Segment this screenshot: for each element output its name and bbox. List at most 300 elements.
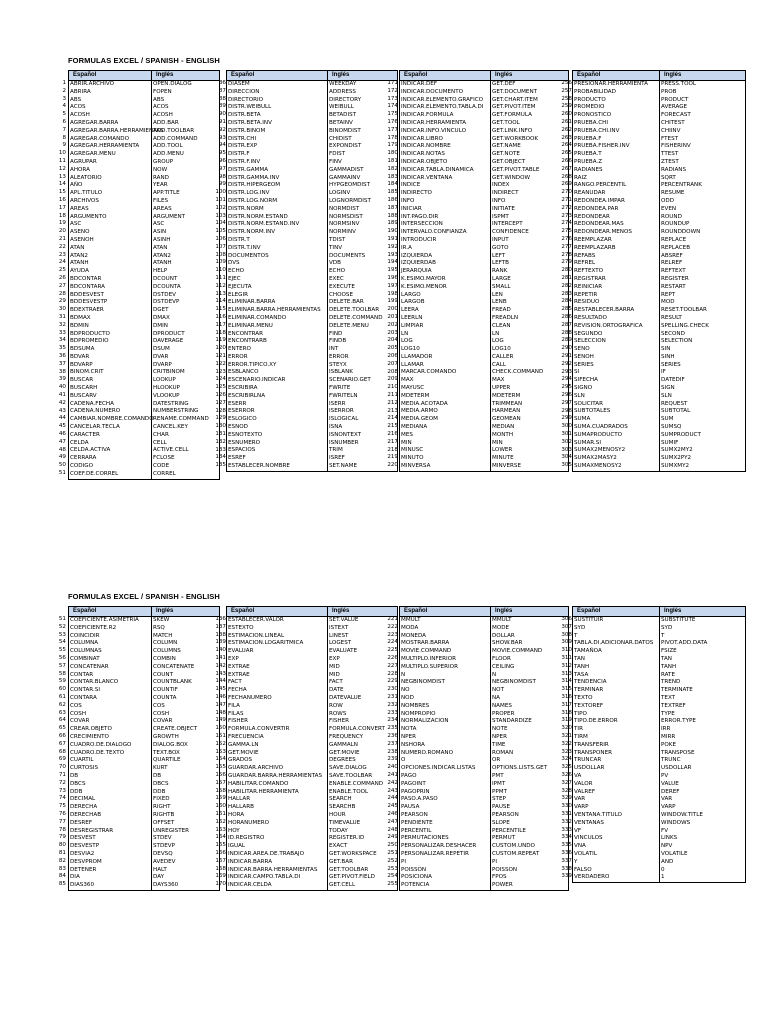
table-row (400, 81, 568, 89)
table-row (69, 323, 219, 331)
table-row (573, 424, 745, 432)
table-row (573, 625, 745, 633)
formula-english: NORMDIST (329, 205, 360, 212)
formula-english: DSTDEV (153, 291, 176, 298)
formula-spanish: DESVIA2 (70, 850, 95, 857)
table-row (573, 843, 745, 851)
header-english: Inglés (327, 71, 349, 80)
formula-english: MONTH (492, 431, 514, 438)
row-number: 268 (561, 173, 572, 180)
formula-spanish: SERIES (574, 361, 594, 368)
formula-english: GET.OBJECT (492, 158, 526, 165)
row-number: 39 (58, 376, 66, 383)
formula-english: ROUNDDOWN (661, 229, 701, 236)
table-row (69, 432, 219, 440)
formula-english: ATAN (153, 244, 168, 251)
formula-spanish: GRADOS (228, 757, 253, 764)
row-number: 282 (561, 282, 572, 289)
row-number: 234 (387, 717, 398, 724)
row-number: 274 (561, 220, 572, 227)
formula-english: SKEW (153, 617, 170, 623)
row-number: 191 (387, 236, 398, 242)
formula-english: FIXED (153, 796, 170, 803)
row-number: 320 (561, 725, 572, 732)
row-number: 135 (215, 462, 226, 469)
table-row (227, 633, 397, 641)
formula-spanish: ESNUMERO (228, 439, 261, 446)
formula-english: PEARSON (492, 811, 519, 818)
formula-spanish: DISTR.T (228, 236, 250, 243)
formula-spanish: CELDA.ACTIVA (70, 447, 111, 454)
formula-spanish: INDICAR.NOMBRE (401, 143, 451, 150)
table-row (69, 796, 219, 804)
formula-spanish: INDICAR.ELEMENTO.GRAFICO (401, 96, 484, 103)
formula-spanish: MINUTO (401, 455, 424, 462)
formula-spanish: REEMPLAZARB (574, 244, 616, 251)
formula-spanish: COVAR (70, 718, 90, 725)
formula-spanish: CERRARA (70, 455, 97, 462)
formula-spanish: DISTR.NORM (228, 205, 264, 212)
row-number: 198 (387, 290, 398, 297)
formula-english: NOTE (492, 726, 508, 733)
table-row (69, 136, 219, 144)
table-row (573, 346, 745, 354)
row-number: 104 (215, 220, 226, 227)
header-spanish: Español (577, 72, 601, 78)
formula-english: MOD (661, 299, 675, 306)
table-row (69, 393, 219, 401)
formula-spanish: PROMEDIO (574, 104, 605, 111)
header-spanish: Español (231, 72, 255, 78)
row-number: 319 (561, 717, 572, 724)
row-number: 312 (561, 662, 572, 669)
row-number: 102 (215, 204, 226, 211)
table-row (573, 851, 745, 859)
row-number: 131 (215, 431, 226, 437)
formula-spanish: ABS (70, 96, 82, 103)
formula-spanish: NUMERO.ROMANO (401, 749, 454, 756)
column-header (227, 606, 397, 617)
formula-english: SEARCHB (329, 804, 356, 811)
formula-spanish: REDONDEA.IMPAR (574, 197, 625, 204)
table-row (400, 828, 568, 836)
formula-english: 0 (661, 866, 665, 873)
formula-english: OPEN.DIALOG (153, 81, 192, 87)
formula-english: COUNTBLANK (153, 679, 192, 686)
formula-english: ADD.MENU (153, 151, 184, 158)
table-row (227, 859, 397, 867)
row-number: 158 (215, 787, 226, 794)
formula-spanish: DIASEM (228, 81, 250, 87)
formula-english: DELETE.COMMAND (329, 314, 383, 321)
row-number: 112 (215, 282, 226, 289)
row-number: 167 (215, 857, 226, 864)
formula-spanish: TERMINAR (574, 687, 604, 694)
row-number: 267 (561, 165, 572, 172)
formula-spanish: DIA (70, 874, 80, 881)
formula-english: GET.TOOL (492, 119, 520, 126)
formula-english: AVERAGE (661, 104, 688, 111)
row-number: 50 (58, 462, 66, 469)
table-row (69, 221, 219, 229)
formula-spanish: HABILITAR.COMANDO (228, 780, 289, 787)
formula-english: SLOPE (492, 819, 510, 826)
formula-english: NA (492, 694, 501, 701)
row-number: 316 (561, 694, 572, 700)
column-header (400, 606, 568, 617)
row-number: 139 (215, 639, 226, 646)
formula-english: FPOS (492, 874, 507, 881)
formula-english: NAMES (492, 702, 512, 709)
formula-spanish: BDMIN (70, 322, 89, 329)
formula-spanish: ERROR (228, 353, 248, 360)
table-row (573, 299, 745, 307)
formula-spanish: ESERR (228, 400, 247, 407)
formula-english: SUMPRODUCT (661, 431, 701, 438)
formula-english: GET.PIVOT.TABLE (492, 166, 540, 173)
formula-english: TEXT.BOX (153, 749, 180, 756)
formula-spanish: NPER (401, 733, 416, 740)
row-number: 339 (561, 873, 572, 880)
table-row (400, 750, 568, 758)
formula-english: SUBTOTAL (661, 408, 691, 415)
table-row (573, 292, 745, 300)
formula-english: GET.DOCUMENT (492, 88, 538, 95)
formula-english: PROB (661, 88, 677, 95)
row-number: 1 (62, 80, 66, 86)
row-number: 252 (387, 857, 398, 864)
formula-spanish: HORA (228, 811, 245, 818)
formula-spanish: Y (574, 858, 578, 865)
row-number: 284 (561, 298, 572, 305)
formula-english: ROUNDUP (661, 221, 690, 228)
row-number: 113 (215, 290, 226, 297)
row-number: 185 (387, 189, 398, 196)
formula-spanish: FORMULA.CONVERTIR (228, 726, 290, 733)
formula-spanish: MEDIA.GEOM (401, 416, 438, 423)
row-number: 146 (215, 694, 226, 700)
formula-spanish: VAR (574, 796, 586, 803)
table-row (400, 679, 568, 687)
row-number: 258 (561, 95, 572, 102)
table-row (400, 245, 568, 253)
row-number: 160 (215, 803, 226, 810)
formula-spanish: ESTEXTO (228, 624, 254, 631)
row-number: 33 (58, 329, 66, 336)
formula-english: TRANSPOSE (661, 749, 695, 756)
formula-spanish: EXP (228, 655, 239, 662)
column-header (573, 606, 745, 617)
formula-english: DBCS (153, 780, 169, 787)
row-number: 128 (215, 407, 226, 414)
formula-spanish: NORMALIZACION (401, 718, 449, 725)
formula-english: GROUP (153, 158, 174, 165)
formula-spanish: FACT (228, 679, 242, 686)
row-number: 224 (387, 639, 398, 646)
formula-spanish: DISTR.NORM.ESTAND.INV (228, 221, 300, 228)
table-row (69, 455, 219, 463)
row-number: 142 (215, 662, 226, 669)
formula-english: ROW (329, 702, 343, 709)
row-number: 203 (387, 329, 398, 336)
row-number: 308 (561, 631, 572, 638)
table-row (227, 354, 397, 362)
table-row (69, 773, 219, 781)
formula-english: ROMAN (492, 749, 514, 756)
row-number: 118 (215, 329, 226, 336)
table-row (573, 120, 745, 128)
row-number: 243 (387, 787, 398, 794)
table-row (69, 703, 219, 711)
formula-english: LINEST (329, 632, 349, 639)
table-row (400, 812, 568, 820)
formula-spanish: CUARTIL (70, 757, 94, 764)
table-row (227, 408, 397, 416)
formula-spanish: ESNOTEXTO (228, 431, 263, 438)
formula-spanish: SIGNO (574, 385, 593, 392)
table-row (69, 812, 219, 820)
formula-spanish: INDICAR.AREA.DE.TRABAJO (228, 850, 304, 857)
row-number: 246 (387, 811, 398, 817)
row-number: 326 (561, 772, 572, 778)
row-number: 134 (215, 454, 226, 461)
formula-spanish: PRUEBA.F (574, 135, 602, 142)
row-number: 123 (215, 368, 226, 375)
row-number: 161 (215, 811, 226, 817)
table-row (227, 835, 397, 843)
formula-english: HARMEAN (492, 408, 521, 415)
formula-english: DSUM (153, 346, 170, 353)
table-row (400, 695, 568, 703)
formula-spanish: PAGO (401, 772, 417, 779)
table-row (573, 260, 745, 268)
formula-english: HLOOKUP (153, 385, 180, 392)
formula-spanish: K.ESIMO.MAYOR (401, 275, 446, 282)
row-number: 27 (58, 282, 66, 289)
formula-spanish: INDICAR.BARRA (228, 858, 273, 865)
row-number: 270 (561, 189, 572, 196)
row-number: 55 (58, 647, 66, 654)
row-number: 194 (387, 259, 398, 266)
formula-spanish: PRUEBA.FISHER.INV (574, 143, 630, 150)
formula-spanish: COEFICIENTE.R2 (70, 624, 117, 631)
table-row (573, 416, 745, 424)
row-number: 313 (561, 670, 572, 677)
formula-spanish: NOTA (401, 726, 417, 733)
formula-english: CREATE.OBJECT (153, 726, 198, 733)
table-row (573, 338, 745, 346)
table-row (69, 198, 219, 206)
row-number: 103 (215, 212, 226, 219)
row-number: 245 (387, 803, 398, 810)
formula-english: RENAME.COMMAND (153, 416, 209, 423)
table-row (69, 843, 219, 851)
table-row (227, 253, 397, 261)
formula-english: REQUEST (661, 400, 688, 407)
table-row (573, 229, 745, 237)
formula-spanish: GET.MOVIE (228, 749, 259, 756)
formula-spanish: NO (401, 687, 410, 694)
table-row (573, 323, 745, 331)
formula-english: GET.TOOLBAR (329, 866, 369, 873)
table-row (69, 315, 219, 323)
formula-spanish: ESNOD (228, 424, 248, 431)
formula-english: WEEKDAY (329, 81, 357, 87)
formula-spanish: DISTR.BINOM (228, 127, 266, 134)
formula-english: TIME (492, 741, 506, 748)
formula-spanish: SUMAR.SI (574, 439, 601, 446)
formula-spanish: USDOLLAR (574, 765, 605, 772)
formula-spanish: T (574, 632, 578, 639)
table-row (400, 820, 568, 828)
table-row (573, 268, 745, 276)
table-row (227, 796, 397, 804)
formula-spanish: CARACTER (70, 431, 100, 438)
formula-spanish: NOD (401, 694, 414, 701)
table-row (227, 703, 397, 711)
row-number: 84 (58, 873, 66, 880)
table-row (573, 859, 745, 867)
row-number: 273 (561, 212, 572, 219)
table-row (400, 726, 568, 734)
formula-spanish: PRUEBA.T (574, 151, 602, 158)
formula-english: GET.MOVIE (329, 749, 360, 756)
formula-column (399, 606, 569, 891)
table-row (69, 711, 219, 719)
formula-spanish: FECHA (228, 687, 247, 694)
formula-english: COS (153, 702, 165, 709)
formula-spanish: VALOR (574, 780, 593, 787)
row-number: 110 (215, 267, 226, 274)
formula-spanish: SI (574, 369, 580, 376)
row-number: 91 (218, 119, 226, 125)
formula-english: DMIN (153, 322, 168, 329)
table-row (69, 401, 219, 409)
row-number: 208 (387, 368, 398, 375)
table-row (69, 874, 219, 882)
formula-english: ADD.TOOLBAR (153, 127, 195, 134)
formula-english: HELP (153, 268, 168, 275)
formula-spanish: NOMBRES (401, 702, 430, 709)
formula-english: COVAR (153, 718, 173, 725)
row-number: 56 (58, 655, 66, 661)
table-row (573, 167, 745, 175)
formula-english: INITIATE (492, 205, 515, 212)
table-row (400, 159, 568, 167)
formula-spanish: SEGUNDO (574, 330, 603, 337)
row-number: 61 (58, 694, 66, 700)
formula-spanish: TRANSPONER (574, 749, 613, 756)
row-number: 287 (561, 321, 572, 328)
table-row (69, 765, 219, 773)
table-row (400, 292, 568, 300)
formula-english: CELL (153, 439, 167, 446)
formula-spanish: ESPACIOS (228, 447, 256, 454)
table-row (400, 401, 568, 409)
formula-english: LOGEST (329, 640, 352, 647)
row-number: 193 (387, 251, 398, 258)
row-number: 288 (561, 329, 572, 336)
row-number: 165 (215, 842, 226, 849)
formula-english: APP.TITLE (153, 190, 180, 197)
row-number: 302 (561, 438, 572, 445)
formula-english: INFO (492, 197, 506, 204)
row-number: 222 (387, 623, 398, 630)
formula-spanish: VENTANA.TITULO (574, 811, 622, 818)
formula-spanish: MDETERM (401, 392, 430, 399)
formula-english: SET.NAME (329, 463, 357, 470)
row-number: 218 (387, 446, 398, 453)
formula-spanish: ATAN (70, 244, 85, 251)
formula-english: MDETERM (492, 392, 521, 399)
row-number: 211 (387, 392, 398, 398)
row-number: 71 (58, 772, 66, 778)
formula-english: KURT (153, 765, 168, 772)
header-english: Inglés (327, 607, 349, 616)
row-number: 221 (387, 616, 398, 622)
formula-english: FTEST (661, 135, 679, 142)
formula-spanish: VARP (574, 804, 589, 811)
row-number: 179 (387, 142, 398, 149)
row-number: 232 (387, 701, 398, 708)
formula-english: GET.CELL (329, 882, 356, 889)
row-number: 195 (387, 267, 398, 274)
row-number: 88 (218, 95, 226, 102)
formula-english: CHITEST (661, 119, 685, 126)
table-row (400, 182, 568, 190)
row-number: 46 (58, 431, 66, 437)
row-number: 216 (387, 431, 398, 437)
formula-english: CHAR (153, 431, 169, 438)
formula-spanish: POISSON (401, 866, 427, 873)
formula-spanish: PRONOSTICO (574, 112, 612, 119)
row-number: 60 (58, 686, 66, 693)
table-row (69, 757, 219, 765)
table-row (400, 804, 568, 812)
table-row (400, 315, 568, 323)
formula-english: NOT (492, 687, 505, 694)
table-row (400, 851, 568, 859)
formula-spanish: BDPROMEDIO (70, 338, 109, 345)
formula-english: REGISTER (661, 275, 689, 282)
formula-spanish: BDPRODUCTO (70, 330, 110, 337)
formula-english: MMULT (492, 617, 512, 623)
row-number: 150 (215, 725, 226, 732)
table-row (573, 679, 745, 687)
row-number: 143 (215, 670, 226, 677)
formula-spanish: PERMUTACIONES (401, 835, 449, 842)
table-row (227, 828, 397, 836)
row-number: 125 (215, 384, 226, 391)
formula-english: INPUT (492, 236, 509, 243)
row-number: 30 (58, 306, 66, 313)
formula-english: STDEV (153, 835, 172, 842)
row-number: 275 (561, 228, 572, 235)
formula-english: GET.FORMULA (492, 112, 532, 119)
table-row (227, 664, 397, 672)
row-number: 42 (58, 399, 66, 406)
table-row (227, 773, 397, 781)
row-number: 45 (58, 423, 66, 430)
formula-spanish: TAN (574, 655, 585, 662)
table-row (69, 260, 219, 268)
formula-spanish: K.ESIMO.MENOR (401, 283, 447, 290)
formula-english: OPTIONS.LISTS.GET (492, 765, 548, 772)
formula-spanish: TEXTO (574, 694, 593, 701)
row-number: 132 (215, 438, 226, 445)
formula-english: ABS (153, 96, 165, 103)
table-row (400, 221, 568, 229)
